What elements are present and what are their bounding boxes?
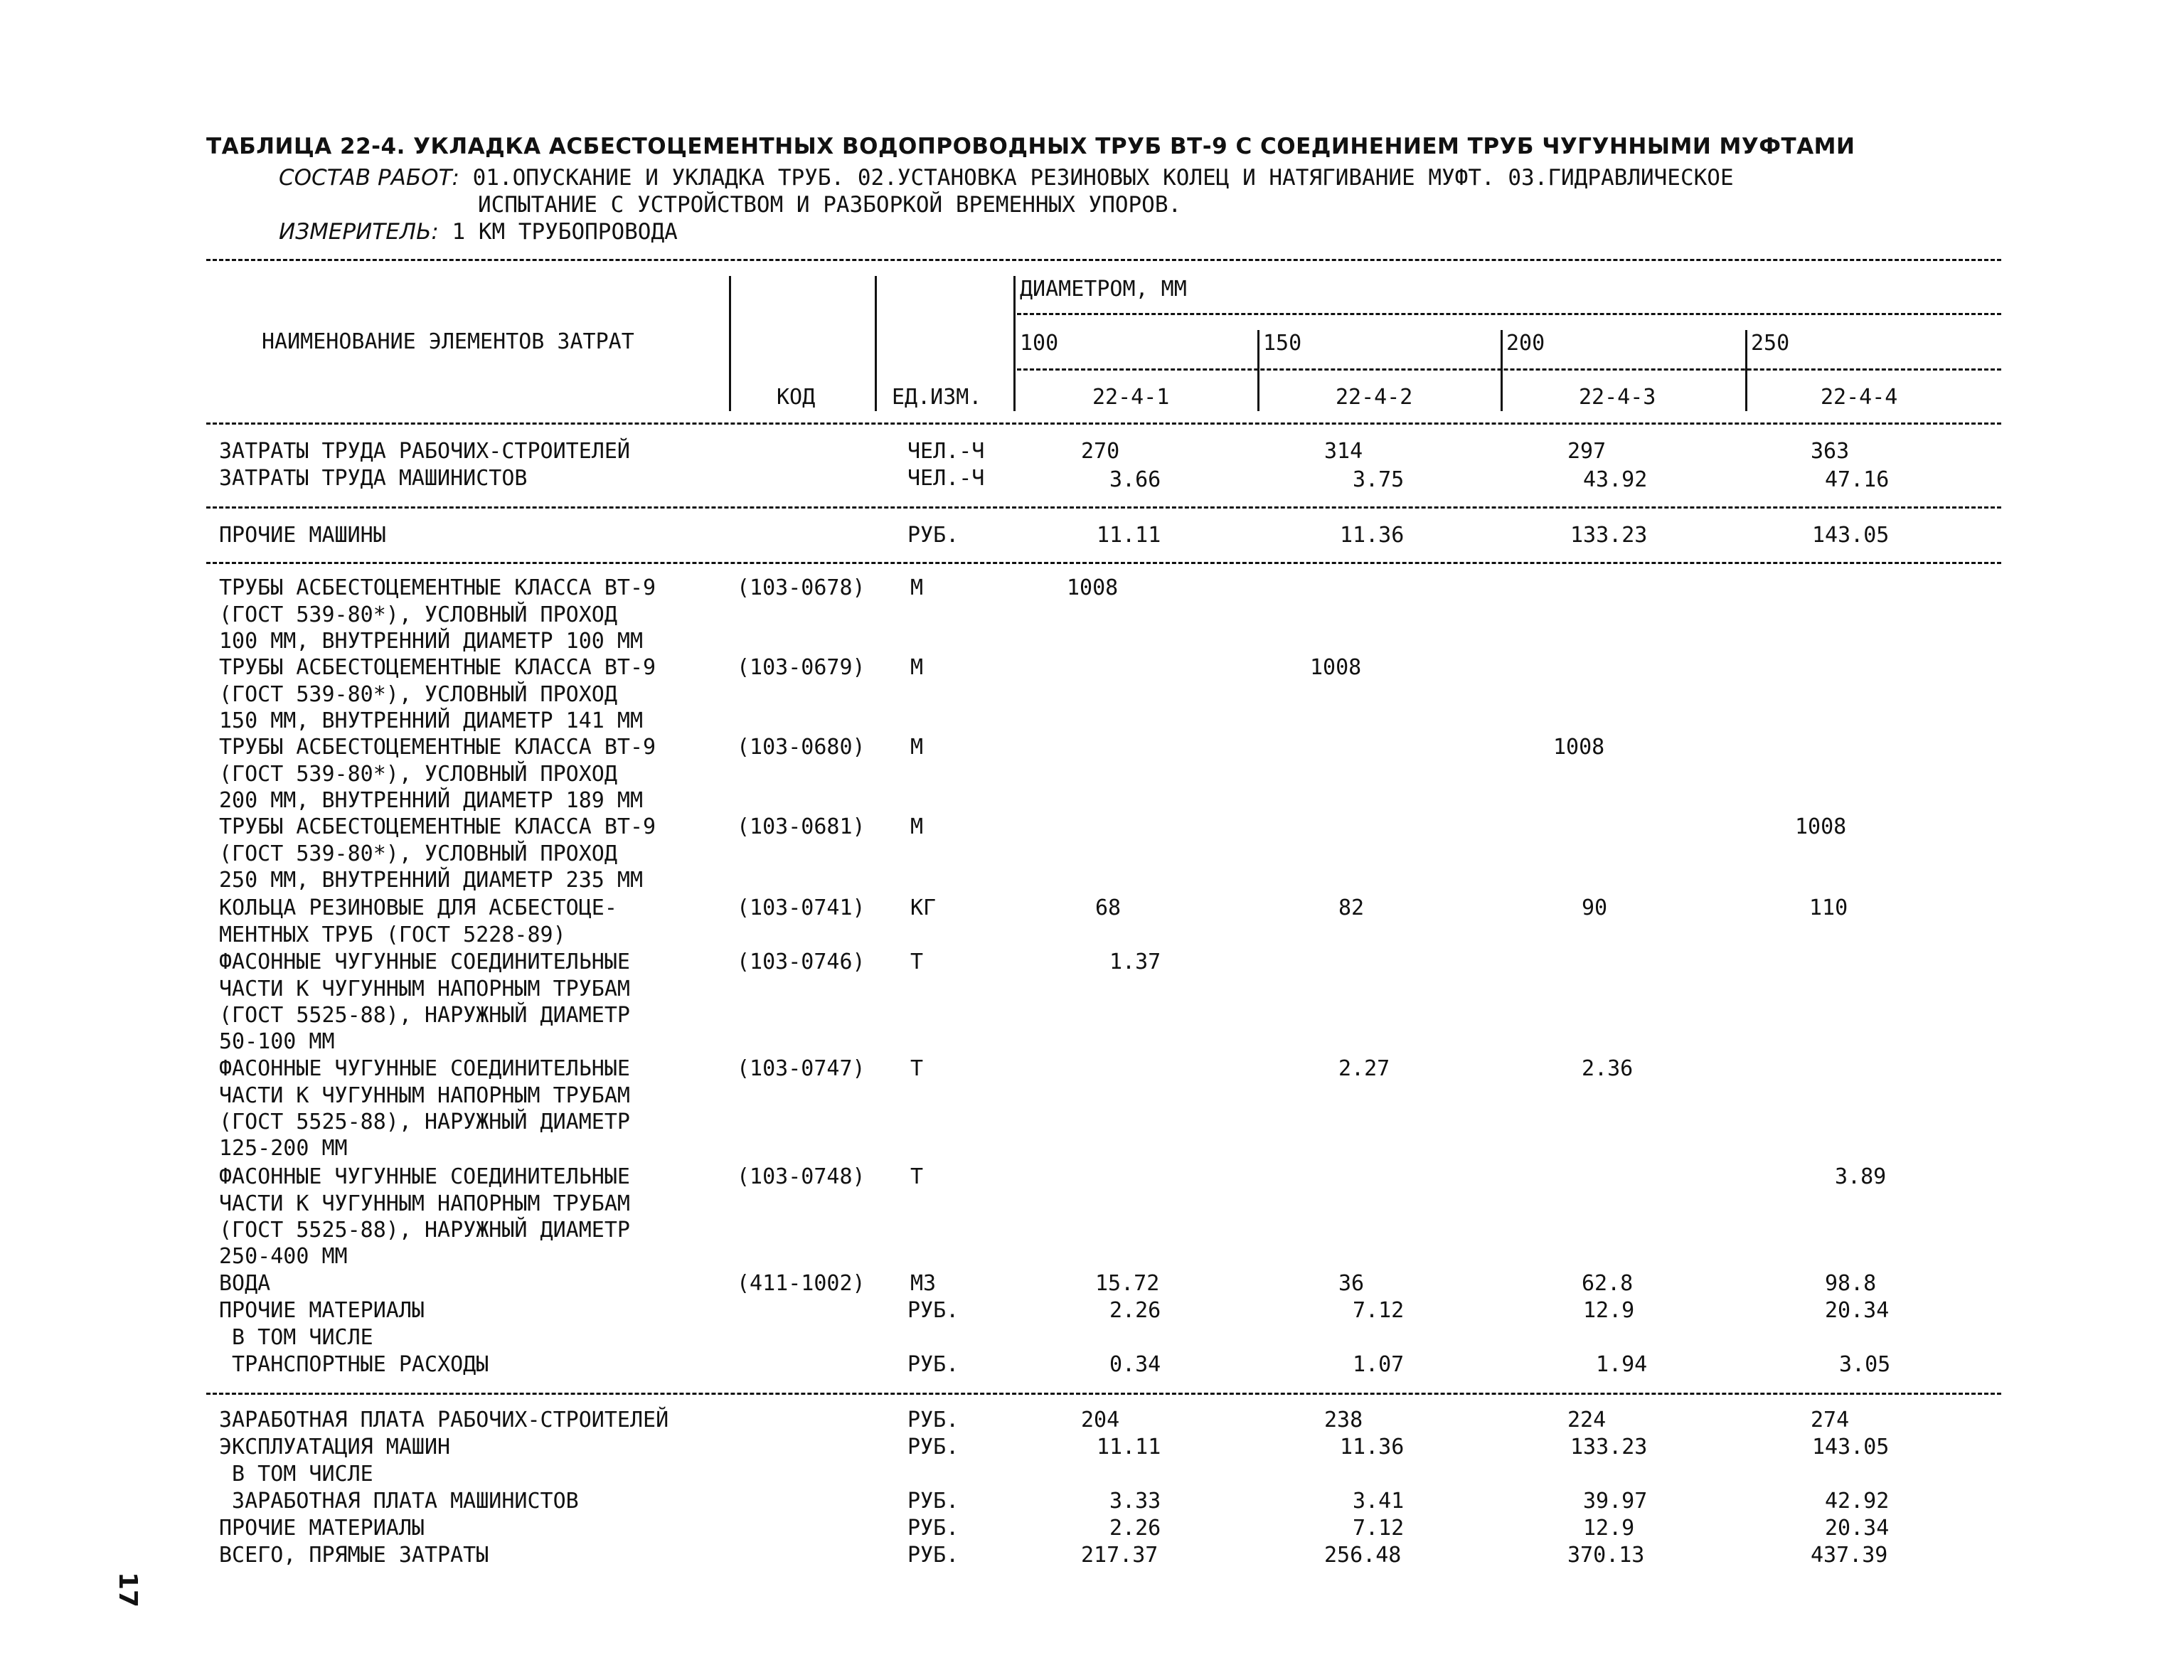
header-diameter-group: ДИАМЕТРОМ, ММ bbox=[1020, 277, 1187, 302]
row-name-line: (ГОСТ 5525-88), НАРУЖНЫЙ ДИАМЕТР bbox=[219, 1003, 630, 1028]
header-diameter-150: 150 bbox=[1263, 331, 1302, 356]
row-name-line: (ГОСТ 539-80*), УСЛОВНЫЙ ПРОХОД bbox=[219, 682, 617, 707]
row-code: (103-0681) bbox=[737, 814, 865, 839]
row-unit: М3 bbox=[910, 1271, 937, 1296]
row-unit: Т bbox=[910, 950, 924, 974]
row-unit: Т bbox=[910, 1056, 924, 1081]
row-value: 3.75 bbox=[1353, 467, 1405, 492]
row-name: ЗАТРАТЫ ТРУДА РАБОЧИХ-СТРОИТЕЛЕЙ bbox=[219, 439, 630, 464]
row-unit: РУБ. bbox=[907, 1489, 959, 1514]
row-value: 2.36 bbox=[1582, 1056, 1634, 1081]
row-value: 143.05 bbox=[1812, 1435, 1890, 1460]
row-name: ВОДА bbox=[219, 1271, 271, 1296]
row-name-line: (ГОСТ 539-80*), УСЛОВНЫЙ ПРОХОД bbox=[219, 841, 617, 866]
header-sep-2 bbox=[1017, 368, 2001, 371]
row-value: 110 bbox=[1809, 895, 1848, 920]
header-code-22-4-4: 22-4-4 bbox=[1821, 385, 1898, 410]
row-code: (103-0747) bbox=[737, 1056, 865, 1081]
row-name-line: ФАСОННЫЕ ЧУГУННЫЕ СОЕДИНИТЕЛЬНЫЕ bbox=[219, 1164, 630, 1189]
row-value: 43.92 bbox=[1583, 467, 1648, 492]
row-name: ЗАТРАТЫ ТРУДА МАШИНИСТОВ bbox=[219, 466, 528, 491]
meter-label: ИЗМЕРИТЕЛЬ: bbox=[279, 219, 439, 245]
row-code: (103-0679) bbox=[737, 655, 865, 680]
row-unit: РУБ. bbox=[907, 1543, 959, 1568]
row-name-line: ЧАСТИ К ЧУГУННЫМ НАПОРНЫМ ТРУБАМ bbox=[219, 977, 630, 1001]
row-value: 1.07 bbox=[1353, 1352, 1405, 1377]
row-value: 437.39 bbox=[1811, 1543, 1888, 1568]
row-unit: РУБ. bbox=[907, 1352, 959, 1377]
row-name: ЗАРАБОТНАЯ ПЛАТА РАБОЧИХ-СТРОИТЕЛЕЙ bbox=[219, 1408, 669, 1432]
row-value: 3.66 bbox=[1109, 467, 1161, 492]
row-value: 3.41 bbox=[1353, 1489, 1405, 1514]
row-name-line: (ГОСТ 539-80*), УСЛОВНЫЙ ПРОХОД bbox=[219, 762, 617, 787]
row-code: (103-0678) bbox=[737, 575, 865, 600]
row-value: 224 bbox=[1567, 1408, 1607, 1432]
separator-2 bbox=[206, 506, 2001, 509]
row-value: 11.36 bbox=[1340, 523, 1405, 548]
row-value: 133.23 bbox=[1570, 523, 1648, 548]
row-value: 363 bbox=[1811, 439, 1850, 464]
row-value: 314 bbox=[1324, 439, 1363, 464]
row-unit: РУБ. bbox=[907, 1408, 959, 1432]
row-name-line: ФАСОННЫЕ ЧУГУННЫЕ СОЕДИНИТЕЛЬНЫЕ bbox=[219, 1056, 630, 1081]
row-value: 3.05 bbox=[1839, 1352, 1891, 1377]
row-name-line: (ГОСТ 5525-88), НАРУЖНЫЙ ДИАМЕТР bbox=[219, 1218, 630, 1243]
row-value: 2.26 bbox=[1109, 1516, 1161, 1541]
row-value: 256.48 bbox=[1324, 1543, 1402, 1568]
row-value: 42.92 bbox=[1825, 1489, 1890, 1514]
row-value: 7.12 bbox=[1353, 1298, 1405, 1323]
row-name-line: МЕНТНЫХ ТРУБ (ГОСТ 5228-89) bbox=[219, 923, 566, 947]
row-name: В ТОМ ЧИСЛЕ bbox=[219, 1462, 373, 1487]
row-value: 1008 bbox=[1553, 735, 1605, 760]
row-unit: ЧЕЛ.-Ч bbox=[907, 439, 985, 464]
separator-header-bottom bbox=[206, 422, 2001, 425]
header-divider-250 bbox=[1745, 330, 1747, 411]
row-unit: РУБ. bbox=[907, 523, 959, 548]
header-code-22-4-1: 22-4-1 bbox=[1092, 385, 1170, 410]
row-value: 133.23 bbox=[1570, 1435, 1648, 1460]
row-code: (103-0680) bbox=[737, 735, 865, 760]
row-value: 11.36 bbox=[1340, 1435, 1405, 1460]
separator-3 bbox=[206, 562, 2001, 564]
page-number: 17 bbox=[113, 1572, 142, 1608]
row-value: 11.11 bbox=[1097, 1435, 1161, 1460]
row-name: ВСЕГО, ПРЯМЫЕ ЗАТРАТЫ bbox=[219, 1543, 489, 1568]
row-unit: Т bbox=[910, 1164, 924, 1189]
row-value: 82 bbox=[1338, 895, 1365, 920]
separator-4 bbox=[206, 1393, 2001, 1395]
row-name-line: (ГОСТ 5525-88), НАРУЖНЫЙ ДИАМЕТР bbox=[219, 1110, 630, 1134]
row-name: ПРОЧИЕ МАТЕРИАЛЫ bbox=[219, 1298, 425, 1323]
row-unit: РУБ. bbox=[907, 1516, 959, 1541]
header-diameter-250: 250 bbox=[1751, 331, 1790, 356]
row-value: 1008 bbox=[1310, 655, 1362, 680]
row-name: ПРОЧИЕ МАТЕРИАЛЫ bbox=[219, 1516, 425, 1541]
header-divider-diameter bbox=[1013, 276, 1016, 411]
row-value: 1008 bbox=[1795, 814, 1847, 839]
row-value: 0.34 bbox=[1109, 1352, 1161, 1377]
row-value: 12.9 bbox=[1583, 1298, 1635, 1323]
header-divider-code bbox=[729, 276, 731, 411]
row-unit: РУБ. bbox=[907, 1435, 959, 1460]
row-name-line: 200 ММ, ВНУТРЕННИЙ ДИАМЕТР 189 ММ bbox=[219, 788, 644, 813]
row-value: 47.16 bbox=[1825, 467, 1890, 492]
row-value: 270 bbox=[1081, 439, 1120, 464]
row-value: 1008 bbox=[1067, 575, 1119, 600]
row-name-line: 50-100 ММ bbox=[219, 1029, 335, 1054]
row-value: 370.13 bbox=[1567, 1543, 1645, 1568]
meter-value: 1 КМ ТРУБОПРОВОДА bbox=[452, 219, 678, 245]
row-name-line: ТРУБЫ АСБЕСТОЦЕМЕНТНЫЕ КЛАССА ВТ-9 bbox=[219, 575, 656, 600]
work-composition-text-1: 01.ОПУСКАНИЕ И УКЛАДКА ТРУБ. 02.УСТАНОВКА РЕЗИНОВЫХ КОЛЕЦ И НАТЯГИВАНИЕ МУФТ. 03.ГИДРАВЛИЧЕСКОЕ bbox=[472, 165, 1734, 191]
row-name-line: 250-400 ММ bbox=[219, 1244, 348, 1269]
row-value: 68 bbox=[1095, 895, 1122, 920]
row-name-line: (ГОСТ 539-80*), УСЛОВНЫЙ ПРОХОД bbox=[219, 602, 617, 627]
row-value: 274 bbox=[1811, 1408, 1850, 1432]
header-sep-1 bbox=[1017, 313, 2001, 315]
row-code: (103-0746) bbox=[737, 950, 865, 974]
row-code: (411-1002) bbox=[737, 1271, 865, 1296]
row-name-line: 150 ММ, ВНУТРЕННИЙ ДИАМЕТР 141 ММ bbox=[219, 708, 644, 733]
row-value: 90 bbox=[1582, 895, 1608, 920]
row-name: ЗАРАБОТНАЯ ПЛАТА МАШИНИСТОВ bbox=[219, 1489, 579, 1514]
row-name: ТРАНСПОРТНЫЕ РАСХОДЫ bbox=[219, 1352, 489, 1377]
header-diameter-100: 100 bbox=[1020, 331, 1059, 356]
header-code-22-4-3: 22-4-3 bbox=[1579, 385, 1656, 410]
work-composition-line-1 bbox=[279, 165, 1734, 191]
row-value: 204 bbox=[1081, 1408, 1120, 1432]
row-value: 2.26 bbox=[1109, 1298, 1161, 1323]
row-name: В ТОМ ЧИСЛЕ bbox=[219, 1325, 373, 1350]
row-value: 1.94 bbox=[1596, 1352, 1648, 1377]
row-value: 7.12 bbox=[1353, 1516, 1405, 1541]
header-name-col: НАИМЕНОВАНИЕ ЭЛЕМЕНТОВ ЗАТРАТ bbox=[262, 329, 634, 354]
work-composition-line-2: ИСПЫТАНИЕ С УСТРОЙСТВОМ И РАЗБОРКОЙ ВРЕМЕННЫХ УПОРОВ. bbox=[478, 192, 1182, 218]
row-name: ЭКСПЛУАТАЦИЯ МАШИН bbox=[219, 1435, 451, 1460]
row-name-line: ТРУБЫ АСБЕСТОЦЕМЕНТНЫЕ КЛАССА ВТ-9 bbox=[219, 735, 656, 760]
row-unit: М bbox=[910, 655, 924, 680]
row-value: 238 bbox=[1324, 1408, 1363, 1432]
row-value: 20.34 bbox=[1825, 1298, 1890, 1323]
row-unit: М bbox=[910, 575, 924, 600]
row-value: 3.33 bbox=[1109, 1489, 1161, 1514]
row-name-line: ТРУБЫ АСБЕСТОЦЕМЕНТНЫЕ КЛАССА ВТ-9 bbox=[219, 655, 656, 680]
row-value: 143.05 bbox=[1812, 523, 1890, 548]
header-divider-unit bbox=[875, 276, 877, 411]
header-code-22-4-2: 22-4-2 bbox=[1336, 385, 1413, 410]
row-name-line: ФАСОННЫЕ ЧУГУННЫЕ СОЕДИНИТЕЛЬНЫЕ bbox=[219, 950, 630, 974]
row-value: 217.37 bbox=[1081, 1543, 1158, 1568]
row-unit: М bbox=[910, 735, 924, 760]
row-name-line: КОЛЬЦА РЕЗИНОВЫЕ ДЛЯ АСБЕСТОЦЕ- bbox=[219, 895, 617, 920]
row-value: 39.97 bbox=[1583, 1489, 1648, 1514]
row-name: ПРОЧИЕ МАШИНЫ bbox=[219, 523, 386, 548]
row-unit: РУБ. bbox=[907, 1298, 959, 1323]
row-name-line: ЧАСТИ К ЧУГУННЫМ НАПОРНЫМ ТРУБАМ bbox=[219, 1083, 630, 1108]
row-name-line: 125-200 ММ bbox=[219, 1136, 348, 1161]
row-value: 15.72 bbox=[1095, 1271, 1160, 1296]
row-value: 297 bbox=[1567, 439, 1607, 464]
row-unit: КГ bbox=[910, 895, 937, 920]
row-value: 36 bbox=[1338, 1271, 1365, 1296]
row-value: 1.37 bbox=[1109, 950, 1161, 974]
header-divider-150 bbox=[1257, 330, 1259, 411]
row-code: (103-0741) bbox=[737, 895, 865, 920]
row-unit: М bbox=[910, 814, 924, 839]
row-value: 98.8 bbox=[1825, 1271, 1877, 1296]
meter-line bbox=[279, 219, 678, 245]
work-composition-label: СОСТАВ РАБОТ: bbox=[279, 165, 459, 191]
row-name-line: ЧАСТИ К ЧУГУННЫМ НАПОРНЫМ ТРУБАМ bbox=[219, 1191, 630, 1216]
row-name-line: 100 ММ, ВНУТРЕННИЙ ДИАМЕТР 100 ММ bbox=[219, 629, 644, 654]
header-divider-200 bbox=[1501, 330, 1503, 411]
row-value: 3.89 bbox=[1835, 1164, 1887, 1189]
row-value: 62.8 bbox=[1582, 1271, 1634, 1296]
row-code: (103-0748) bbox=[737, 1164, 865, 1189]
row-value: 11.11 bbox=[1097, 523, 1161, 548]
row-value: 20.34 bbox=[1825, 1516, 1890, 1541]
table-title: ТАБЛИЦА 22-4. УКЛАДКА АСБЕСТОЦЕМЕНТНЫХ ВОДОПРОВОДНЫХ ТРУБ ВТ-9 С СОЕДИНЕНИЕМ ТРУБ ЧУГУННЫМИ МУФТАМИ bbox=[206, 134, 1855, 159]
separator-top bbox=[206, 259, 2001, 261]
row-name-line: ТРУБЫ АСБЕСТОЦЕМЕНТНЫЕ КЛАССА ВТ-9 bbox=[219, 814, 656, 839]
row-value: 2.27 bbox=[1338, 1056, 1390, 1081]
header-unit-col: ЕД.ИЗМ. bbox=[892, 385, 982, 410]
row-name-line: 250 ММ, ВНУТРЕННИЙ ДИАМЕТР 235 ММ bbox=[219, 868, 644, 893]
row-value: 12.9 bbox=[1583, 1516, 1635, 1541]
header-code-col: КОД bbox=[777, 385, 816, 410]
header-diameter-200: 200 bbox=[1506, 331, 1545, 356]
row-unit: ЧЕЛ.-Ч bbox=[907, 466, 985, 491]
